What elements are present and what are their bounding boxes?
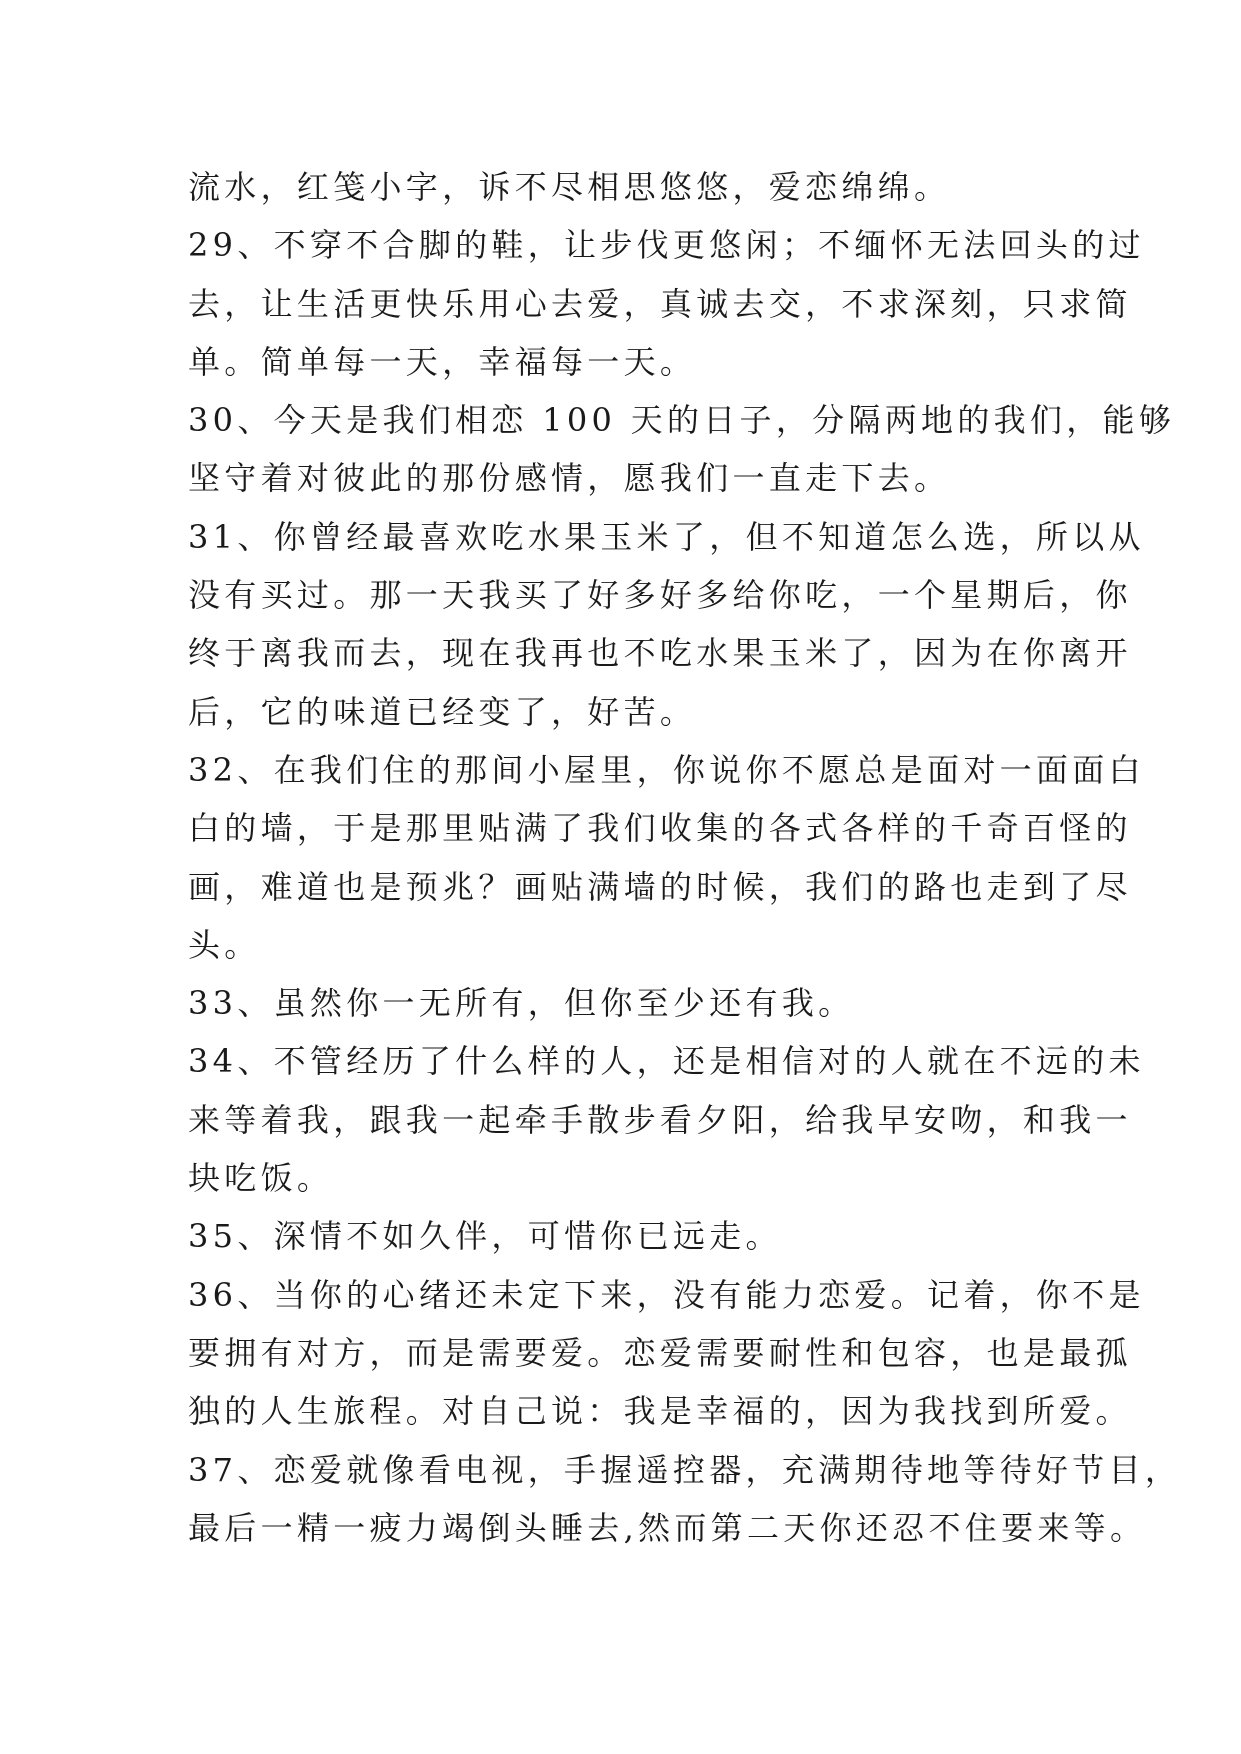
text-line: 单。简单每一天，幸福每一天。 xyxy=(188,342,697,381)
text-line: 独的人生旅程。对自己说：我是幸福的，因为我找到所爱。 xyxy=(188,1392,1132,1431)
text-line: 34、不管经历了什么样的人，还是相信对的人就在不远的未 xyxy=(188,1042,1145,1081)
text-line: 要拥有对方，而是需要爱。恋爱需要耐性和包容，也是最孤 xyxy=(188,1333,1132,1372)
text-line: 29、不穿不合脚的鞋，让步伐更悠闲；不缅怀无法回头的过 xyxy=(188,226,1145,265)
text-line: 32、在我们住的那间小屋里，你说你不愿总是面对一面面白 xyxy=(188,750,1145,789)
text-line: 来等着我，跟我一起牵手散步看夕阳，给我早安吻，和我一 xyxy=(188,1100,1132,1139)
text-line: 30、今天是我们相恋 100 天的日子，分隔两地的我们，能够 xyxy=(188,401,1176,440)
text-line: 头。 xyxy=(188,925,261,964)
text-line: 后，它的味道已经变了，好苦。 xyxy=(188,692,697,731)
text-line: 坚守着对彼此的那份感情，愿我们一直走下去。 xyxy=(188,459,951,498)
text-line: 31、你曾经最喜欢吃水果玉米了，但不知道怎么选，所以从 xyxy=(188,517,1145,556)
text-line: 33、虽然你一无所有，但你至少还有我。 xyxy=(188,984,855,1023)
text-line: 没有买过。那一天我买了好多好多给你吃，一个星期后，你 xyxy=(188,576,1132,615)
text-line: 白的墙，于是那里贴满了我们收集的各式各样的千奇百怪的 xyxy=(188,809,1132,848)
text-line: 终于离我而去，现在我再也不吃水果玉米了，因为在你离开 xyxy=(188,634,1132,673)
text-line: 37、恋爱就像看电视，手握遥控器，充满期待地等待好节目， xyxy=(188,1450,1182,1489)
document-body xyxy=(188,158,1182,1557)
text-line: 流水，红笺小字，诉不尽相思悠悠，爱恋绵绵。 xyxy=(188,168,951,206)
text-line: 去，让生活更快乐用心去爱，真诚去交，不求深刻，只求简 xyxy=(188,284,1132,323)
text-line: 最后一精一疲力竭倒头睡去,然而第二天你还忍不住要来等。 xyxy=(188,1508,1147,1547)
text-line: 块吃饭。 xyxy=(188,1159,334,1198)
text-line: 36、当你的心绪还未定下来，没有能力恋爱。记着，你不是 xyxy=(188,1275,1145,1314)
text-line: 画，难道也是预兆？画贴满墙的时候，我们的路也走到了尽 xyxy=(188,867,1132,906)
text-line: 35、深情不如久伴，可惜你已远走。 xyxy=(188,1217,782,1256)
